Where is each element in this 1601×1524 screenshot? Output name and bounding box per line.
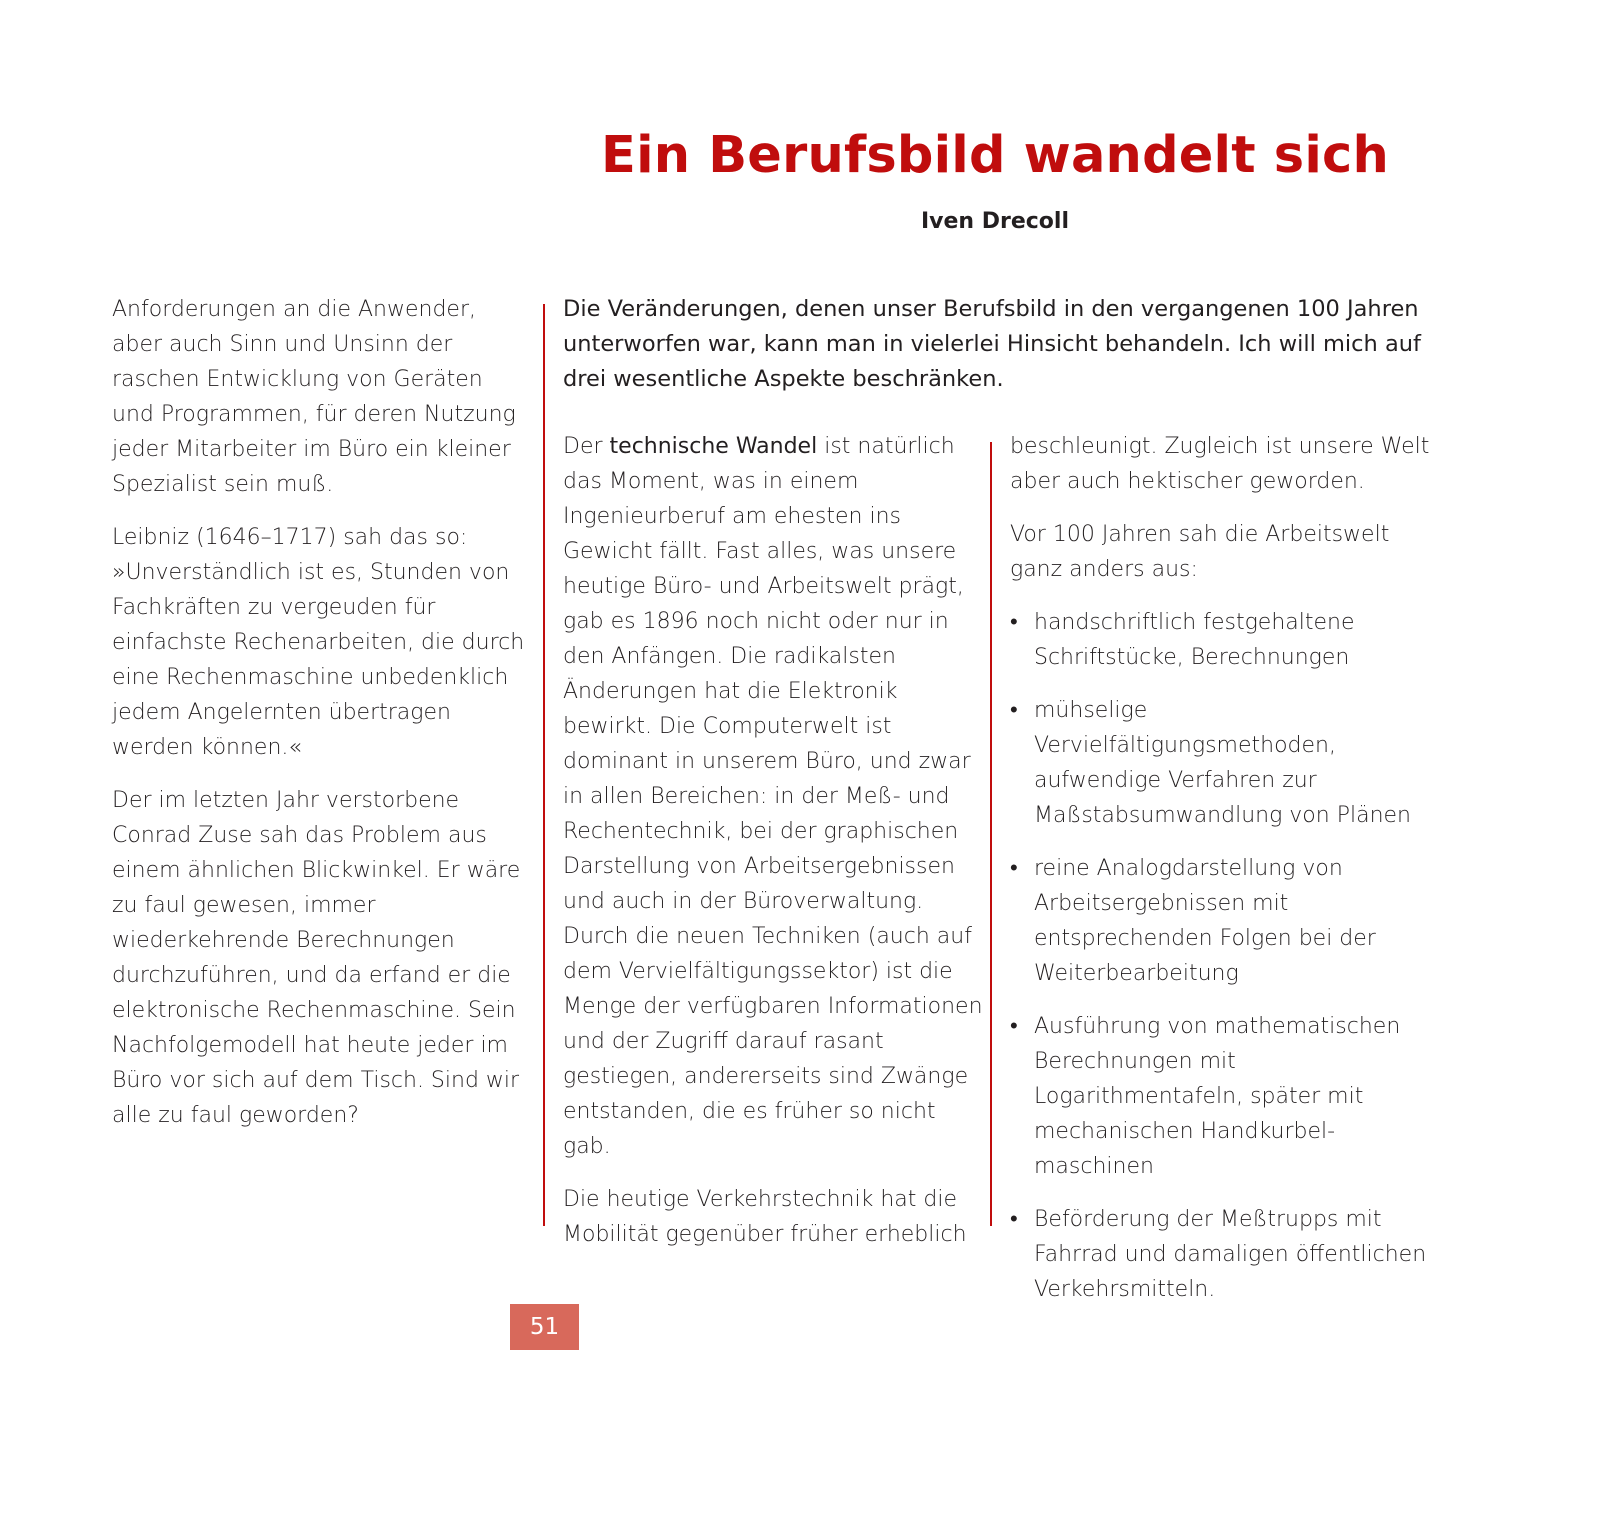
list-item-text: Ausführung von mathematischen Berechnungen mit Logarithmentafeln, später mit mechanischen Handkurbelmaschinen: [1034, 1014, 1401, 1179]
list-item: [1010, 605, 1430, 675]
article-title: Ein Berufsbild wandelt sich: [601, 126, 1389, 185]
technischer-wandel-emphasis: technische Wandel: [609, 434, 818, 459]
bullet-icon: •: [1010, 856, 1018, 881]
left-paragraph-1: Anforderungen an die Anwender, aber auch Sinn und Unsinn der raschen Entwicklung von Geräten und Programmen, für deren Nutzung jeder Mitarbeiter im Büro ein kleiner Spezialist sein muß.: [112, 297, 516, 497]
middle-column: [563, 429, 983, 1270]
intro-block: [563, 292, 1438, 397]
bullet-icon: •: [1010, 1014, 1018, 1039]
middle-p1-rest: ist natürlich das Moment, was in einem Ingenieurberuf am ehesten ins Gewicht fällt. Fast alles, was unsere heutige Büro- und Arbeitswelt prägt, gab es 1896 noch nicht oder nur in den Anfängen. Die radikalsten Änderungen hat die Elektronik bewirkt. Die Computerwelt ist dominant in unserem Büro, und zwar in allen Bereichen: in der Meß- und Rechentechnik, bei der graphischen Darstellung von Arbeitsergebnissen und auch in der Büroverwaltung. Durch die neuen Techniken (auch auf dem Vervielfältigungssektor) ist die Menge der verfügbaren Informationen und der Zugriff darauf rasant gestiegen, andererseits sind Zwänge entstanden, die es früher so nicht gab.: [563, 434, 983, 1159]
middle-p1-prefix: Der: [563, 434, 603, 459]
list-item-text: handschriftlich festgehaltene Schriftstücke, Berechnungen: [1034, 610, 1355, 670]
left-paragraph-2: Leibniz (1646–1717) sah das so: »Unverständlich ist es, Stunden von Fachkräften zu vergeuden für einfachste Rechenarbeiten, die durch eine Rechenmaschine unbedenklich jedem Angelernten übertragen werden können.«: [112, 525, 525, 760]
left-column: [112, 292, 527, 1151]
intro-paragraph: Die Veränderungen, denen unser Berufsbild in den vergangenen 100 Jahren unterworfen war, kann man in vielerlei Hinsicht behandeln. Ich will mich auf drei wesentliche Aspekte beschränken.: [563, 296, 1421, 392]
page-number-badge: 51: [510, 1304, 579, 1350]
middle-paragraph-2: Die heutige Verkehrstechnik hat die Mobilität gegenüber früher erheblich: [563, 1187, 967, 1247]
list-item: [1010, 693, 1430, 833]
bullet-icon: •: [1010, 610, 1018, 635]
middle-paragraph-1: [563, 429, 983, 1164]
right-column: [1010, 429, 1430, 1325]
right-paragraph-1: beschleunigt. Zugleich ist unsere Welt aber auch hektischer geworden.: [1010, 434, 1430, 494]
list-item-text: reine Analogdarstellung von Arbeitsergebnissen mit entsprechenden Folgen bei der Weiterbearbeitung: [1034, 856, 1376, 986]
list-item-text: Beförderung der Meßtrupps mit Fahrrad und damaligen öffentlichen Verkehrsmitteln.: [1034, 1207, 1427, 1302]
list-item: [1010, 851, 1430, 991]
left-paragraph-3: Der im letzten Jahr verstorbene Conrad Zuse sah das Problem aus einem ähnlichen Blickwinkel. Er wäre zu faul gewesen, immer wiederkehrende Berechnungen durchzuführen, und da erfand er die elektronische Rechenmaschine. Sein Nachfolgemodell hat heute jeder im Büro vor sich auf dem Tisch. Sind wir alle zu faul geworden?: [112, 788, 521, 1128]
right-paragraph-2: Vor 100 Jahren sah die Arbeitswelt ganz anders aus:: [1010, 522, 1390, 582]
list-item: [1010, 1202, 1430, 1307]
bullet-icon: •: [1010, 698, 1018, 723]
bullet-list: [1010, 605, 1430, 1307]
bullet-icon: •: [1010, 1207, 1018, 1232]
list-item: [1010, 1009, 1430, 1184]
column-divider-2: [990, 442, 992, 1226]
article-author: Iven Drecoll: [920, 209, 1070, 234]
list-item-text: mühselige Vervielfältigungsmethoden, aufwendige Verfahren zur Maßstabsumwandlung von Plänen: [1034, 698, 1411, 828]
column-divider-1: [543, 304, 545, 1226]
